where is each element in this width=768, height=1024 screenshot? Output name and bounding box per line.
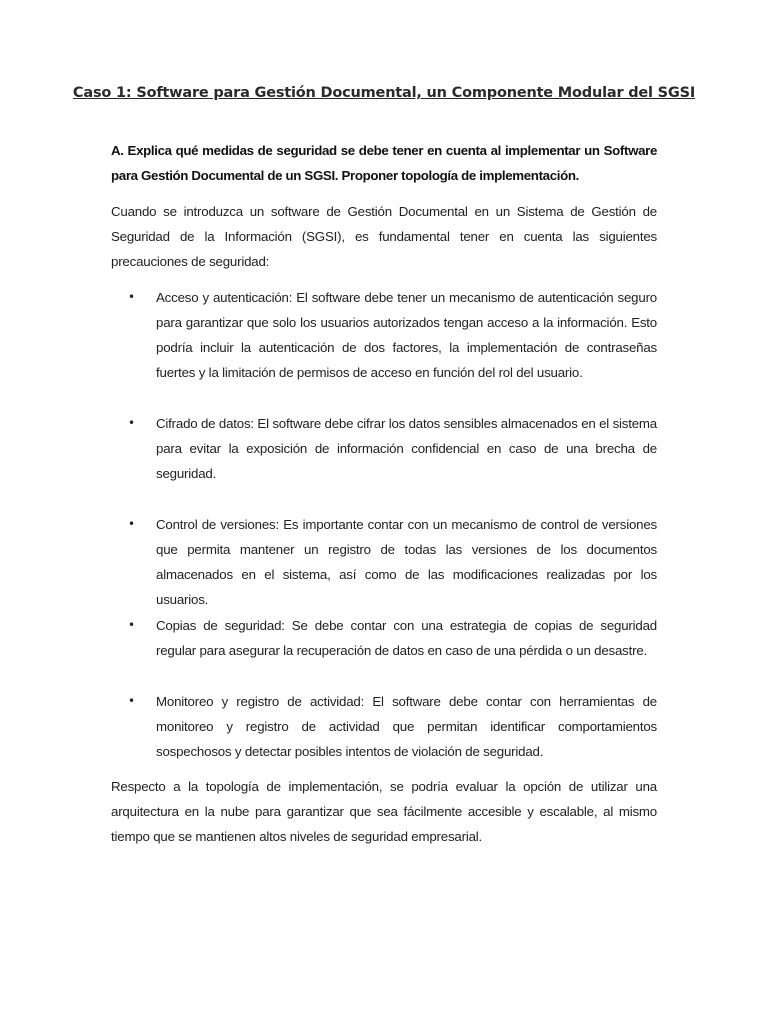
list-item-text: Control de versiones: Es importante contar con un mecanismo de control de versiones que permita mantener un registro de todas las versiones de los documentos almacenados en el sistema, así como de las modificaciones realizadas por los usuarios.	[156, 517, 657, 607]
list-item-text: Copias de seguridad: Se debe contar con una estrategia de copias de seguridad regular para asegurar la recuperación de datos en caso de una pérdida o un desastre.	[156, 618, 657, 658]
bullet-icon: •	[128, 290, 136, 304]
closing-paragraph: Respecto a la topología de implementación, se podría evaluar la opción de utilizar una arquitectura en la nube para garantizar que sea fácilmente accesible y escalable, al mismo tiempo que se mantienen altos niveles de seguridad empresarial.	[111, 779, 657, 844]
section-heading: A. Explica qué medidas de seguridad se debe tener en cuenta al implementar un Software para Gestión Documental de un SGSI. Proponer topología de implementación.	[111, 143, 657, 183]
bullet-icon: •	[128, 694, 136, 708]
intro-paragraph: Cuando se introduzca un software de Gestión Documental en un Sistema de Gestión de Seguridad de la Información (SGSI), es fundamental tener en cuenta las siguientes precauciones de seguridad:	[111, 204, 657, 269]
list-item-text: Acceso y autenticación: El software debe tener un mecanismo de autenticación seguro para garantizar que solo los usuarios autorizados tengan acceso a la información. Esto podría incluir la autenticación de dos factores, la implementación de contraseñas fuertes y la limitación de permisos de acceso en función del rol del usuario.	[156, 290, 657, 380]
list-item-text: Cifrado de datos: El software debe cifrar los datos sensibles almacenados en el sistema para evitar la exposición de información confidencial en caso de una brecha de seguridad.	[156, 416, 657, 481]
bullet-icon: •	[128, 416, 136, 430]
bullet-icon: •	[128, 618, 136, 632]
document-title: Caso 1: Software para Gestión Documental, un Componente Modular del SGSI	[72, 85, 696, 101]
list-item-text: Monitoreo y registro de actividad: El software debe contar con herramientas de monitoreo y registro de actividad que permitan identificar comportamientos sospechosos y detectar posibles intentos de violación de seguridad.	[156, 694, 657, 759]
bullet-icon: •	[128, 517, 136, 531]
